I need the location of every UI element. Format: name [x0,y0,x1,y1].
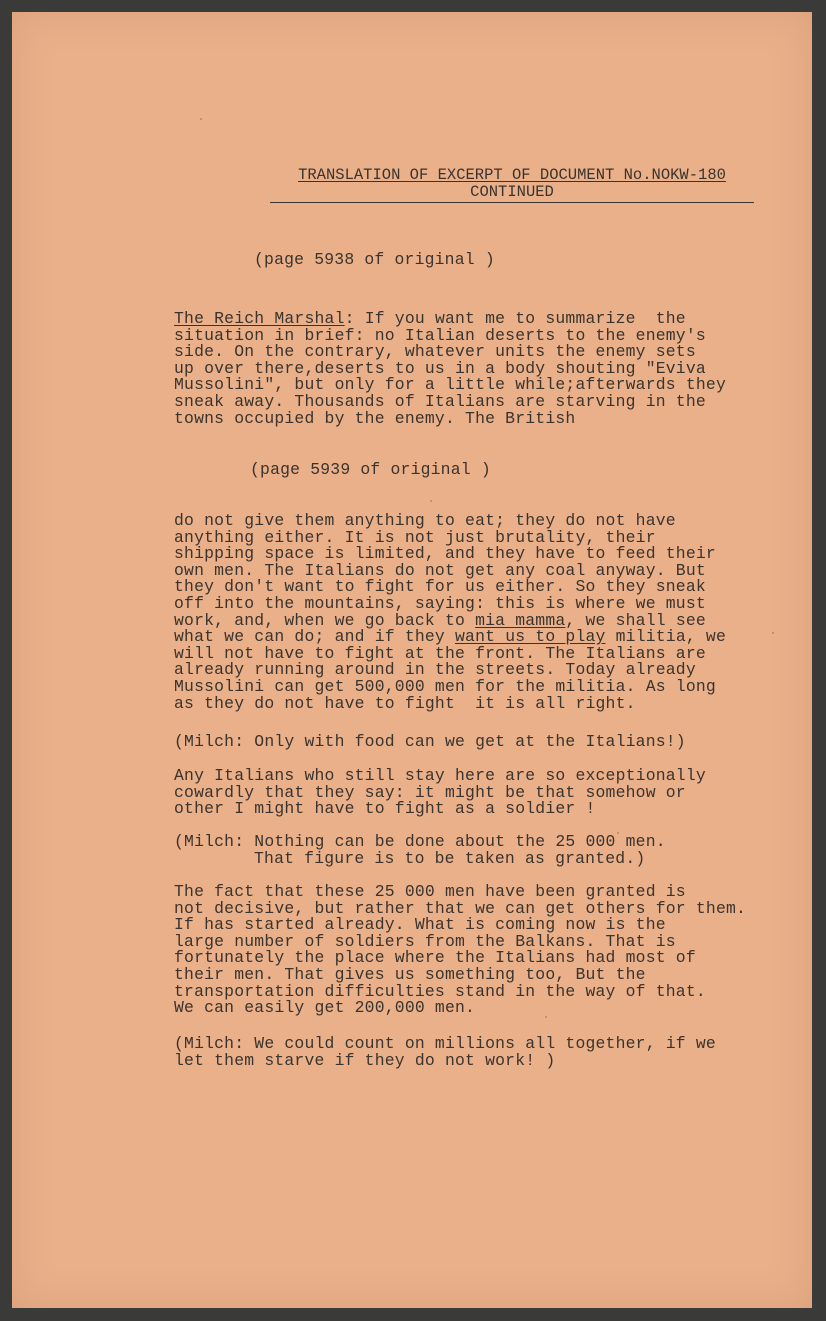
paragraph-line: Any Italians who still stay here are so exceptionally [174,766,706,785]
header-title: TRANSLATION OF EXCERPT OF DOCUMENT No.NOKW-180 [298,166,726,184]
paragraph-line: up over there,deserts to us in a body shouting "Eviva [174,358,706,378]
milch-remark-starve [174,1036,716,1069]
paragraph-line: That figure is to be taken as granted.) [254,848,646,868]
paragraph-line: cowardly that they say: it might be that somehow or [174,782,686,802]
paper-speck [430,500,432,502]
paragraph-line: do not give them anything to eat; they do not have [174,511,676,530]
paragraph-line: (Milch: Nothing can be done about the 25 000 men. [174,832,666,851]
reich-marshal-paragraph [174,311,726,427]
document-header [270,167,754,201]
paragraph-line: own men. The Italians do not get any coal anyway. But [174,560,706,580]
paragraph-line: not decisive, but rather that we can get others for them. [174,898,747,918]
milch-remark-food: (Milch: Only with food can we get at the Italians!) [174,732,686,751]
paragraph-line: If has started already. What is coming now is the [174,915,666,935]
paragraph-line: situation in brief: no Italian deserts to the enemy's [174,325,706,345]
paper-speck [200,118,202,120]
page-marker-5938: (page 5938 of original ) [254,250,495,269]
paragraph-line: anything either. It is not just brutality, their [174,527,656,547]
paragraph-line: The Reich Marshal: If you want me to summarize the [174,309,686,328]
paragraph-line: what we can do; and if they want us to play militia, we [174,627,726,647]
header-continued: CONTINUED [470,183,554,201]
paragraph-line: let them starve if they do not work! ) [174,1050,556,1070]
underlined-phrase: mia mamma [475,610,566,630]
paragraph-line: large number of soldiers from the Balkans. That is [174,931,676,951]
paragraph-line: fortunately the place where the Italians had most of [174,948,696,968]
speaker-label: The Reich Marshal [174,309,345,328]
paragraph-line: off into the mountains, saying: this is where we must [174,593,706,613]
paragraph-line: their men. That gives us something too, But the [174,964,646,984]
paragraph-line: they don't want to fight for us either. So they sneak [174,577,706,597]
paragraph-line: other I might have to fight as a soldier ! [174,799,596,819]
paragraph-line: as they do not have to fight it is all right. [174,693,636,713]
cowardly-paragraph [174,768,706,818]
underlined-phrase: want us to play [455,627,606,647]
paragraph-line: The fact that these 25 000 men have been granted is [174,882,686,901]
paper-speck [772,632,774,634]
balkans-paragraph [174,884,746,1017]
paragraph-line: towns occupied by the enemy. The British [174,408,576,428]
header-rule [270,202,754,203]
paragraph-line: Mussolini can get 500,000 men for the militia. As long [174,676,716,696]
milch-remark-25000 [174,834,666,867]
paragraph-line: (Milch: We could count on millions all together, if we [174,1034,716,1053]
italians-paragraph [174,513,726,712]
document-page [12,12,812,1308]
paragraph-line: already running around in the streets. Today already [174,660,696,680]
paragraph-line: Mussolini", but only for a little while;afterwards they [174,375,726,395]
paragraph-line: transportation difficulties stand in the way of that. [174,981,706,1001]
paragraph-line: sneak away. Thousands of Italians are starving in the [174,391,706,411]
paragraph-line: shipping space is limited, and they have to feed their [174,544,716,564]
page-marker-5939: (page 5939 of original ) [250,460,491,479]
paragraph-line: We can easily get 200,000 men. [174,998,476,1018]
paragraph-line: will not have to fight at the front. The Italians are [174,643,706,663]
paragraph-line: side. On the contrary, whatever units the enemy sets [174,342,696,362]
paragraph-line: work, and, when we go back to mia mamma, we shall see [174,610,706,630]
